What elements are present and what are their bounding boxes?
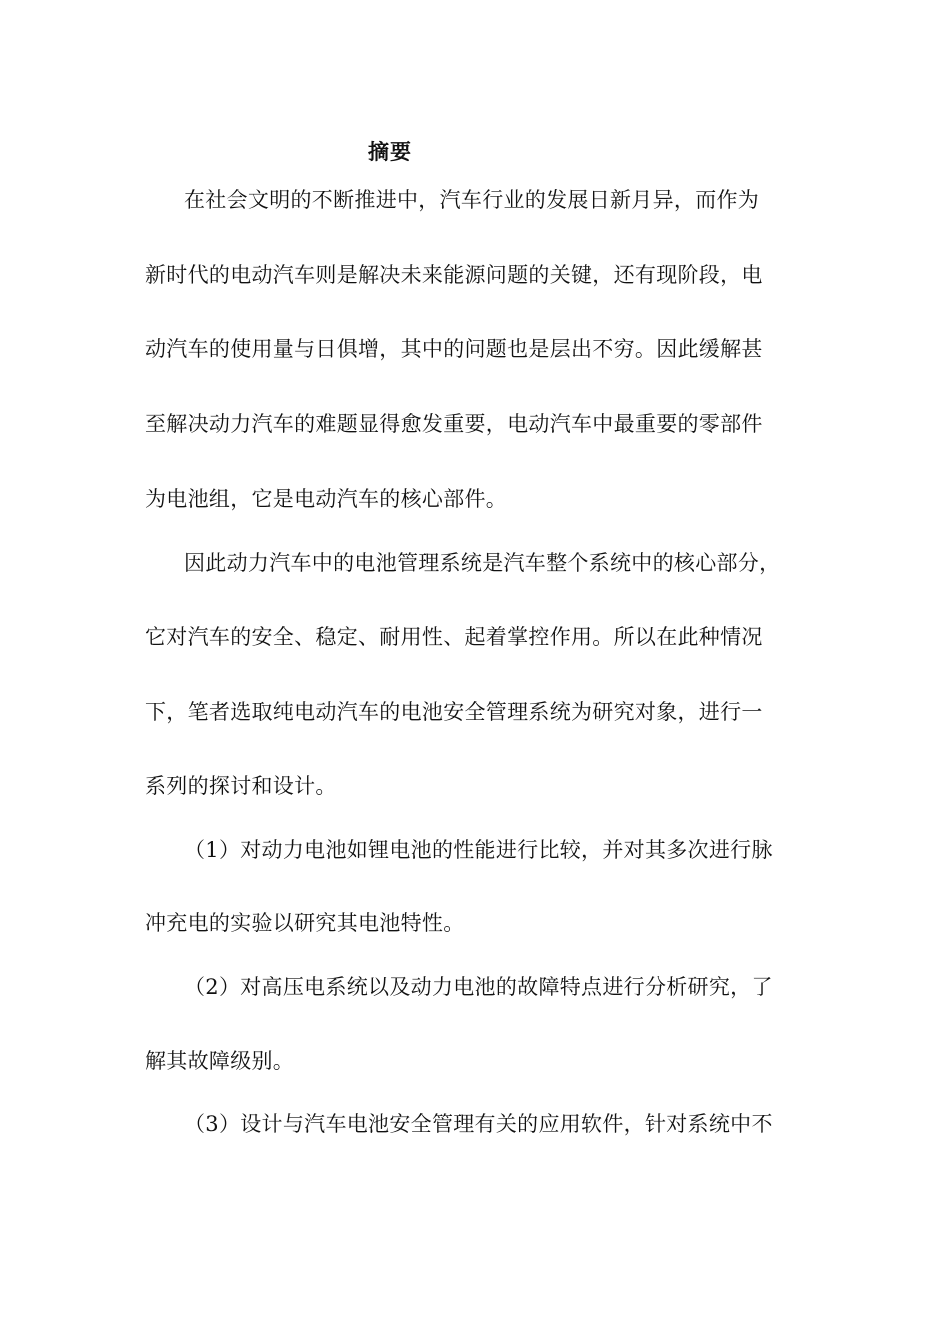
list-item-line: （3）设计与汽车电池安全管理有关的应用软件，针对系统中不 [184,1112,773,1136]
paragraph-line: 它对汽车的安全、稳定、耐用性、起着掌控作用。所以在此种情况 [145,625,763,649]
list-item-line: （2）对高压电系统以及动力电池的故障特点进行分析研究，了 [184,975,773,999]
paragraph-line: 至解决动力汽车的难题显得愈发重要，电动汽车中最重要的零部件 [145,412,763,436]
abstract-title: 摘要 [368,139,412,164]
paragraph-line: 因此动力汽车中的电池管理系统是汽车整个系统中的核心部分， [184,551,781,575]
paragraph-line: 系列的探讨和设计。 [145,774,337,798]
paragraph-line: 下，笔者选取纯电动汽车的电池安全管理系统为研究对象，进行一 [145,700,763,724]
list-item-line: 解其故障级别。 [145,1049,295,1073]
paragraph-line: 为电池组，它是电动汽车的核心部件。 [145,487,508,511]
paragraph-line: 在社会文明的不断推进中，汽车行业的发展日新月异，而作为 [184,188,760,212]
list-item-line: 冲充电的实验以研究其电池特性。 [145,911,465,935]
paragraph-line: 动汽车的使用量与日俱增，其中的问题也是层出不穷。因此缓解甚 [145,337,763,361]
list-item-line: （1）对动力电池如锂电池的性能进行比较，并对其多次进行脉 [184,838,773,862]
paragraph-line: 新时代的电动汽车则是解决未来能源问题的关键，还有现阶段，电 [145,263,763,287]
